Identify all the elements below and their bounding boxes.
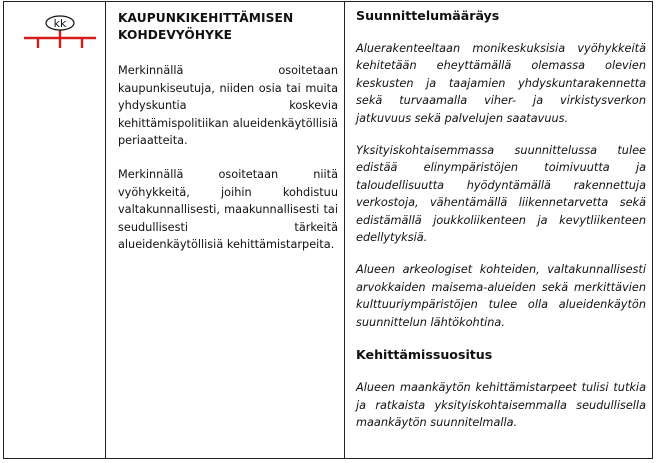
zone-title: KAUPUNKIKEHITTÄMISEN KOHDEVYÖHYKE bbox=[118, 11, 294, 42]
planning-regulation-paragraph: Alueen arkeologiset kohteiden, valtakunnallisesti arvokkaiden maisema-alueiden sekä merkittävien kulttuuriympäristöjen tulee olla alueidenkäytön suunnittelun lähtökohtina. bbox=[356, 263, 646, 329]
symbol-cell bbox=[4, 2, 105, 458]
zone-boundary-symbol-icon bbox=[24, 14, 96, 56]
development-recommendation-heading: Kehittämissuositus bbox=[356, 347, 493, 363]
planning-regulation-paragraph: Yksityiskohtaisemmassa suunnittelussa tulee edistää elinympäristöjen toimivuutta ja taloudellisuutta hyödyntämällä rakennettuja verkostoja, vähentämällä liikennetarvetta sekä edistämällä joukkoliikenteen ja kevytliikenteen edellytyksiä. bbox=[356, 144, 646, 245]
planning-regulation-heading: Suunnittelumääräys bbox=[356, 8, 500, 23]
legend-table bbox=[3, 1, 653, 459]
development-recommendation-paragraph: Alueen maankäytön kehittämistarpeet tulisi tutkia ja ratkaista yksityiskohtaisemmalla seudullisella maankäytön suunnitelmalla. bbox=[356, 381, 646, 429]
planning-regulation-paragraph: Aluerakenteeltaan monikeskuksisia vyöhykkeitä kehitetään eheyttämällä olemassa olevien keskusten ja taajamien yhdyskuntarakennetta sekä turvaamalla viher- ja virkistysverkon jatkuvuus sekä palvelujen saatavuus. bbox=[356, 42, 646, 125]
symbol-label: kk bbox=[53, 17, 67, 30]
description-paragraph: Merkinnällä osoitetaan kaupunkiseutuja, niiden osia tai muita yhdyskuntia koskevia kehittämispolitiikan alueidenkäytöllisiä periaatteita. bbox=[118, 64, 338, 148]
description-paragraph: Merkinnällä osoitetaan niitä vyöhykkeitä, joihin kohdistuu valtakunnallisesti, maakunnallisesti tai seudullisesti tärkeitä alueidenkäytöllisiä kehittämistarpeita. bbox=[118, 167, 338, 252]
regulation-cell bbox=[344, 2, 652, 458]
description-cell bbox=[105, 2, 344, 458]
